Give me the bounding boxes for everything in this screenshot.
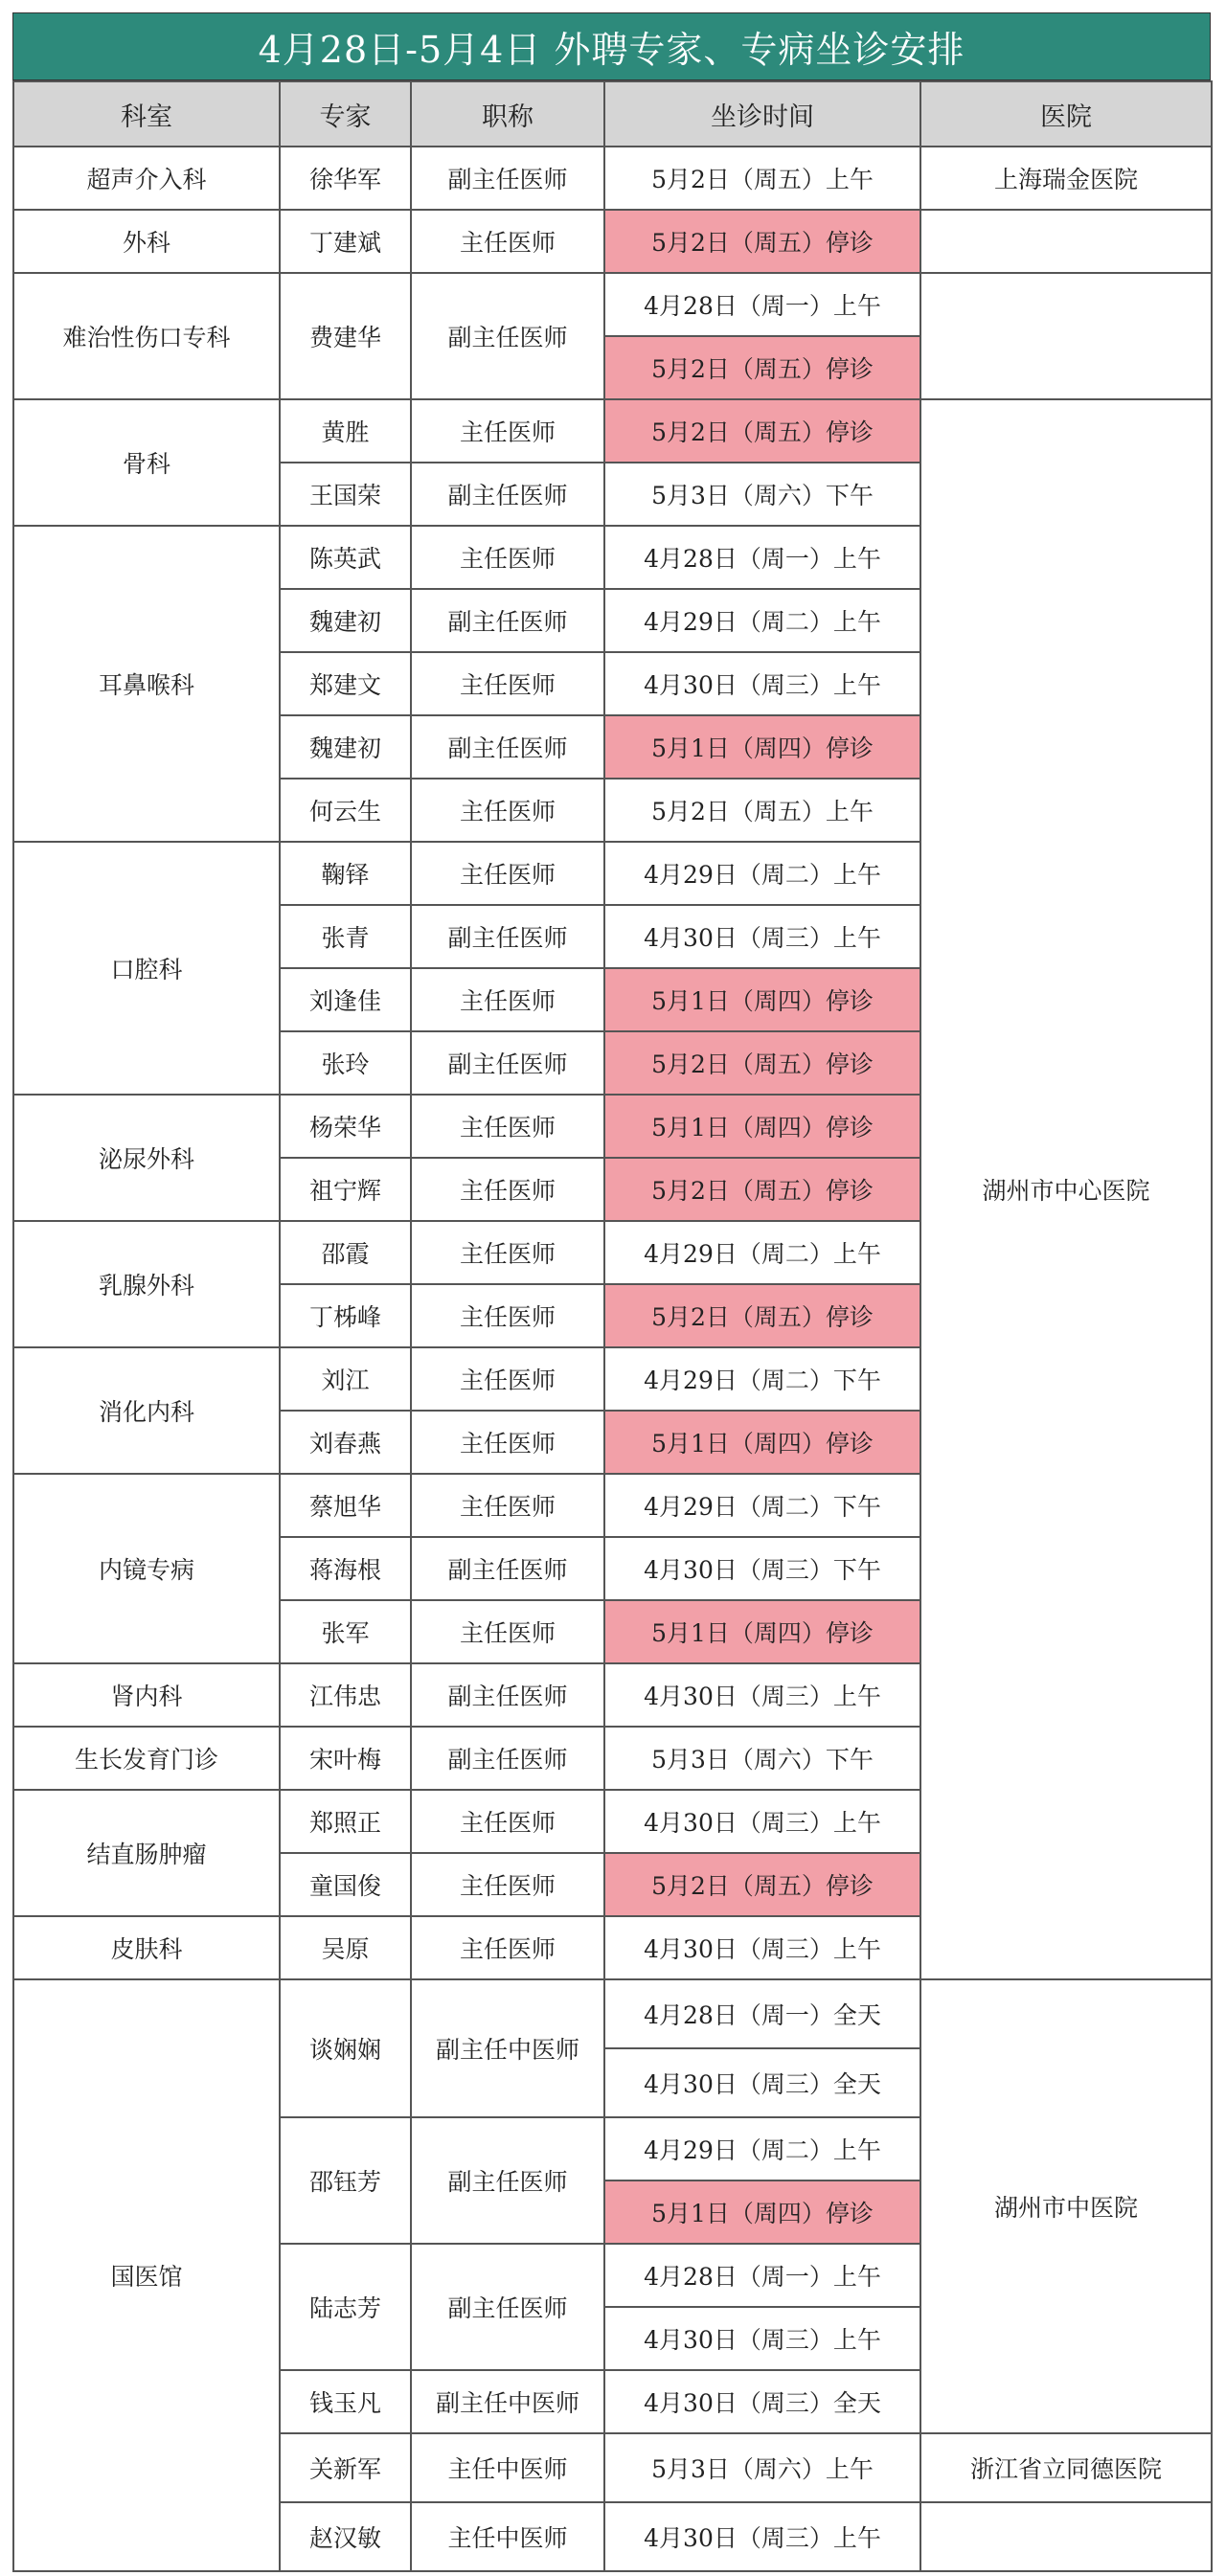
schedule-time: 4月30日（周三）上午 <box>604 1790 920 1853</box>
expert-title: 副主任中医师 <box>411 2370 604 2433</box>
expert-title: 副主任医师 <box>411 589 604 652</box>
expert-name: 祖宁辉 <box>280 1158 411 1221</box>
expert-title: 主任医师 <box>411 1347 604 1411</box>
schedule-time-closed: 5月2日（周五）停诊 <box>604 1031 920 1095</box>
schedule-time: 4月30日（周三）下午 <box>604 1537 920 1600</box>
expert-title: 主任医师 <box>411 652 604 715</box>
expert-name: 陆志芳 <box>280 2244 411 2370</box>
schedule-time-closed: 5月1日（周四）停诊 <box>604 2181 920 2244</box>
expert-name: 关新军 <box>280 2433 411 2502</box>
department-cell: 皮肤科 <box>13 1916 280 1979</box>
schedule-time: 5月3日（周六）上午 <box>604 2433 920 2502</box>
table-row <box>13 147 1212 210</box>
table-row <box>13 399 1212 463</box>
expert-name: 张玲 <box>280 1031 411 1095</box>
department-cell: 超声介入科 <box>13 147 280 210</box>
expert-name: 丁建斌 <box>280 210 411 273</box>
expert-title: 主任医师 <box>411 399 604 463</box>
expert-title: 主任医师 <box>411 210 604 273</box>
schedule-time-closed: 5月1日（周四）停诊 <box>604 715 920 779</box>
schedule-time: 5月2日（周五）上午 <box>604 779 920 842</box>
schedule-time: 4月30日（周三）上午 <box>604 2502 920 2571</box>
expert-name: 魏建初 <box>280 715 411 779</box>
schedule-time: 4月30日（周三）全天 <box>604 2370 920 2433</box>
schedule-table <box>12 80 1213 2572</box>
department-cell: 国医馆 <box>13 1979 280 2571</box>
schedule-time-closed: 5月2日（周五）停诊 <box>604 1284 920 1347</box>
expert-name: 杨荣华 <box>280 1095 411 1158</box>
schedule-time: 5月2日（周五）上午 <box>604 147 920 210</box>
expert-name: 陈英武 <box>280 526 411 589</box>
schedule-time: 4月30日（周三）上午 <box>604 652 920 715</box>
expert-title: 副主任医师 <box>411 1727 604 1790</box>
table-header-row <box>13 81 1212 147</box>
schedule-time: 4月30日（周三）上午 <box>604 905 920 968</box>
schedule-time-closed: 5月2日（周五）停诊 <box>604 1853 920 1916</box>
department-cell: 难治性伤口专科 <box>13 273 280 399</box>
expert-title: 副主任医师 <box>411 905 604 968</box>
expert-title: 主任医师 <box>411 1916 604 1979</box>
expert-name: 徐华军 <box>280 147 411 210</box>
schedule-time-closed: 5月2日（周五）停诊 <box>604 336 920 399</box>
header-hospital: 医院 <box>920 81 1212 147</box>
expert-name: 刘逢佳 <box>280 968 411 1031</box>
expert-title: 副主任医师 <box>411 1031 604 1095</box>
expert-title: 副主任医师 <box>411 2244 604 2370</box>
table-row <box>13 273 1212 336</box>
schedule-time: 4月29日（周二）下午 <box>604 1347 920 1411</box>
expert-name: 钱玉凡 <box>280 2370 411 2433</box>
expert-name: 张青 <box>280 905 411 968</box>
department-cell: 耳鼻喉科 <box>13 526 280 842</box>
expert-name: 郑照正 <box>280 1790 411 1853</box>
schedule-time-closed: 5月2日（周五）停诊 <box>604 399 920 463</box>
expert-name: 赵汉敏 <box>280 2502 411 2571</box>
header-title: 职称 <box>411 81 604 147</box>
expert-title: 主任医师 <box>411 1790 604 1853</box>
expert-name: 丁柹峰 <box>280 1284 411 1347</box>
department-cell: 结直肠肿瘤 <box>13 1790 280 1916</box>
schedule-time-closed: 5月2日（周五）停诊 <box>604 1158 920 1221</box>
schedule-time: 4月28日（周一）上午 <box>604 2244 920 2307</box>
schedule-time-closed: 5月2日（周五）停诊 <box>604 210 920 273</box>
expert-title: 主任医师 <box>411 1284 604 1347</box>
expert-title: 主任医师 <box>411 968 604 1031</box>
expert-title: 主任医师 <box>411 1600 604 1663</box>
schedule-time: 4月29日（周二）上午 <box>604 1221 920 1284</box>
expert-title: 主任医师 <box>411 526 604 589</box>
hospital-cell: 浙江省立同德医院 <box>920 2433 1212 2502</box>
expert-title: 主任中医师 <box>411 2502 604 2571</box>
expert-title: 副主任医师 <box>411 463 604 526</box>
expert-name: 蔡旭华 <box>280 1474 411 1537</box>
department-cell: 内镜专病 <box>13 1474 280 1663</box>
department-cell: 外科 <box>13 210 280 273</box>
expert-name: 江伟忠 <box>280 1663 411 1727</box>
expert-name: 费建华 <box>280 273 411 399</box>
expert-title: 主任中医师 <box>411 2433 604 2502</box>
expert-name: 郑建文 <box>280 652 411 715</box>
department-cell: 骨科 <box>13 399 280 526</box>
schedule-time-closed: 5月1日（周四）停诊 <box>604 968 920 1031</box>
expert-title: 副主任医师 <box>411 1537 604 1600</box>
expert-name: 何云生 <box>280 779 411 842</box>
schedule-time: 4月30日（周三）上午 <box>604 1916 920 1979</box>
expert-title: 主任医师 <box>411 1853 604 1916</box>
department-cell: 口腔科 <box>13 842 280 1095</box>
expert-title: 主任医师 <box>411 1411 604 1474</box>
schedule-time-closed: 5月1日（周四）停诊 <box>604 1095 920 1158</box>
expert-title: 主任医师 <box>411 1474 604 1537</box>
table-row <box>13 1979 1212 2048</box>
expert-name: 张军 <box>280 1600 411 1663</box>
expert-title: 主任医师 <box>411 1095 604 1158</box>
schedule-time-closed: 5月1日（周四）停诊 <box>604 1600 920 1663</box>
hospital-cell-empty <box>920 273 1212 399</box>
hospital-cell-empty <box>920 2502 1212 2571</box>
schedule-time: 4月30日（周三）上午 <box>604 1663 920 1727</box>
expert-name: 邵钰芳 <box>280 2117 411 2244</box>
expert-name: 吴原 <box>280 1916 411 1979</box>
expert-title: 副主任医师 <box>411 2117 604 2244</box>
department-cell: 生长发育门诊 <box>13 1727 280 1790</box>
expert-name: 蒋海根 <box>280 1537 411 1600</box>
department-cell: 乳腺外科 <box>13 1221 280 1347</box>
expert-title: 主任医师 <box>411 1158 604 1221</box>
schedule-time: 4月29日（周二）上午 <box>604 842 920 905</box>
schedule-time-closed: 5月1日（周四）停诊 <box>604 1411 920 1474</box>
schedule-time: 4月28日（周一）全天 <box>604 1979 920 2048</box>
schedule-time: 4月29日（周二）上午 <box>604 589 920 652</box>
expert-title: 主任医师 <box>411 1221 604 1284</box>
expert-title: 副主任医师 <box>411 715 604 779</box>
expert-title: 主任医师 <box>411 842 604 905</box>
department-cell: 消化内科 <box>13 1347 280 1474</box>
expert-title: 副主任中医师 <box>411 1979 604 2117</box>
page-title: 4月28日-5月4日 外聘专家、专病坐诊安排 <box>12 12 1211 80</box>
expert-title: 主任医师 <box>411 779 604 842</box>
expert-name: 刘春燕 <box>280 1411 411 1474</box>
expert-title: 副主任医师 <box>411 1663 604 1727</box>
schedule-time: 4月28日（周一）上午 <box>604 526 920 589</box>
header-expert: 专家 <box>280 81 411 147</box>
expert-name: 邵霞 <box>280 1221 411 1284</box>
hospital-cell-empty <box>920 210 1212 273</box>
schedule-time: 4月30日（周三）全天 <box>604 2048 920 2117</box>
table-row <box>13 210 1212 273</box>
schedule-time: 5月3日（周六）下午 <box>604 463 920 526</box>
hospital-cell: 上海瑞金医院 <box>920 147 1212 210</box>
expert-name: 鞠铎 <box>280 842 411 905</box>
schedule-time: 4月28日（周一）上午 <box>604 273 920 336</box>
expert-title: 副主任医师 <box>411 273 604 399</box>
expert-name: 王国荣 <box>280 463 411 526</box>
schedule-time: 4月30日（周三）上午 <box>604 2307 920 2370</box>
department-cell: 泌尿外科 <box>13 1095 280 1221</box>
schedule-time: 5月3日（周六）下午 <box>604 1727 920 1790</box>
hospital-cell: 湖州市中医院 <box>920 1979 1212 2433</box>
expert-name: 童国俊 <box>280 1853 411 1916</box>
expert-name: 黄胜 <box>280 399 411 463</box>
expert-name: 谈娴娴 <box>280 1979 411 2117</box>
hospital-cell: 湖州市中心医院 <box>920 399 1212 1979</box>
expert-title: 副主任医师 <box>411 147 604 210</box>
header-time: 坐诊时间 <box>604 81 920 147</box>
department-cell: 肾内科 <box>13 1663 280 1727</box>
expert-name: 宋叶梅 <box>280 1727 411 1790</box>
header-department: 科室 <box>13 81 280 147</box>
expert-name: 刘江 <box>280 1347 411 1411</box>
expert-name: 魏建初 <box>280 589 411 652</box>
schedule-time: 4月29日（周二）下午 <box>604 1474 920 1537</box>
schedule-time: 4月29日（周二）上午 <box>604 2117 920 2181</box>
